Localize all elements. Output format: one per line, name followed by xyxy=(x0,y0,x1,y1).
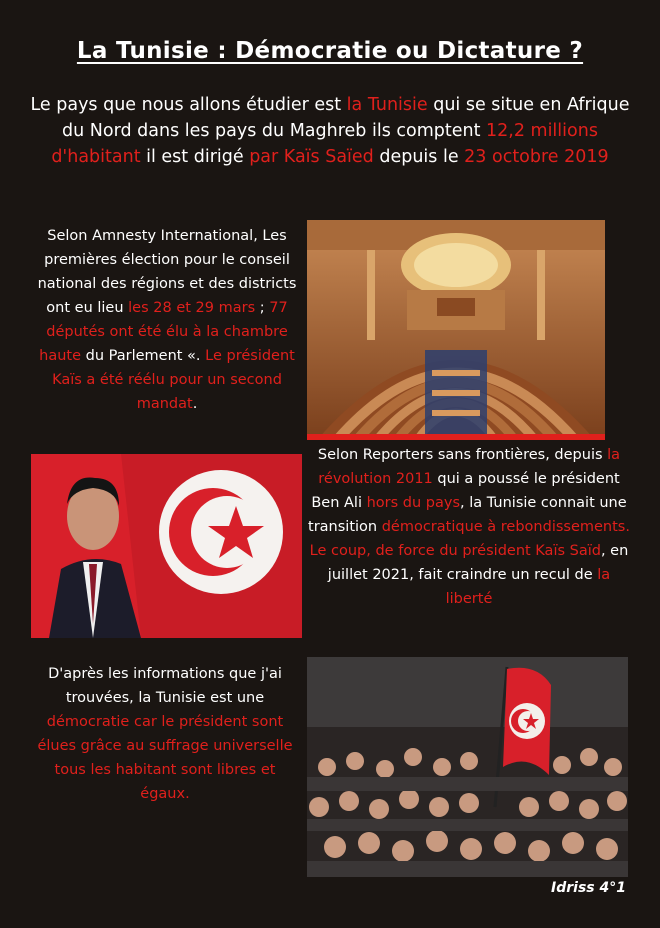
para-highlight: la révolution 2011 xyxy=(318,447,621,487)
para-text: qui a poussé le président Ben Ali xyxy=(311,471,620,511)
amnesty-paragraph xyxy=(36,224,298,416)
intro-text: Le pays que nous allons étudier est xyxy=(30,95,347,115)
para-highlight: Le président Kaïs a été réélu pour un second mandat xyxy=(52,348,295,412)
para-highlight: démocratie car le président sont élues grâce au suffrage universelle tous les habitant sont libres et égaux. xyxy=(37,714,293,802)
para-text: . xyxy=(192,396,198,412)
parliament-illustration xyxy=(307,220,605,440)
para-highlight: les 28 et 29 mars xyxy=(128,300,256,316)
intro-paragraph xyxy=(30,92,630,170)
intro-text: il est dirigé xyxy=(140,147,250,167)
conclusion-paragraph xyxy=(34,662,296,806)
para-highlight: hors du pays xyxy=(366,495,461,511)
crowd-protest-photo xyxy=(307,657,628,877)
intro-highlight: 12,2 millions d'habitant xyxy=(51,121,598,167)
rsf-paragraph xyxy=(304,443,634,611)
para-text: , en juillet 2021, fait craindre un recul de xyxy=(327,543,629,583)
para-text: ; xyxy=(255,300,270,316)
para-highlight: la liberté xyxy=(445,567,611,607)
intro-text: qui se situe en Afrique du Nord dans les pays du Maghreb ils comptent xyxy=(62,95,630,141)
intro-highlight: la Tunisie xyxy=(346,95,428,115)
para-highlight: 77 députés ont été élu à la chambre haute xyxy=(39,300,288,364)
parliament-photo xyxy=(307,220,605,440)
para-text: du Parlement «. xyxy=(81,348,206,364)
tunisian-flag-illustration xyxy=(31,454,302,638)
intro-highlight: par Kaïs Saïed xyxy=(249,147,374,167)
para-highlight: démocratique à rebondissements. Le coup, de force du président Kaïs Saïd xyxy=(309,519,630,559)
para-text: Selon Amnesty International, Les premières élection pour le conseil national des régions et des districts ont eu lieu xyxy=(37,228,297,316)
author-signature: Idriss 4°1 xyxy=(551,880,626,896)
intro-highlight: 23 octobre 2019 xyxy=(464,147,609,167)
para-text: , la Tunisie connait une transition xyxy=(308,495,627,535)
crowd-illustration xyxy=(307,657,628,877)
para-text: D'après les informations que j'ai trouvées, la Tunisie est une xyxy=(48,666,282,706)
page-title: La Tunisie : Démocratie ou Dictature ? xyxy=(76,38,584,64)
president-flag-photo xyxy=(31,454,302,638)
para-text: Selon Reporters sans frontières, depuis xyxy=(317,447,608,463)
intro-text: depuis le xyxy=(373,147,465,167)
